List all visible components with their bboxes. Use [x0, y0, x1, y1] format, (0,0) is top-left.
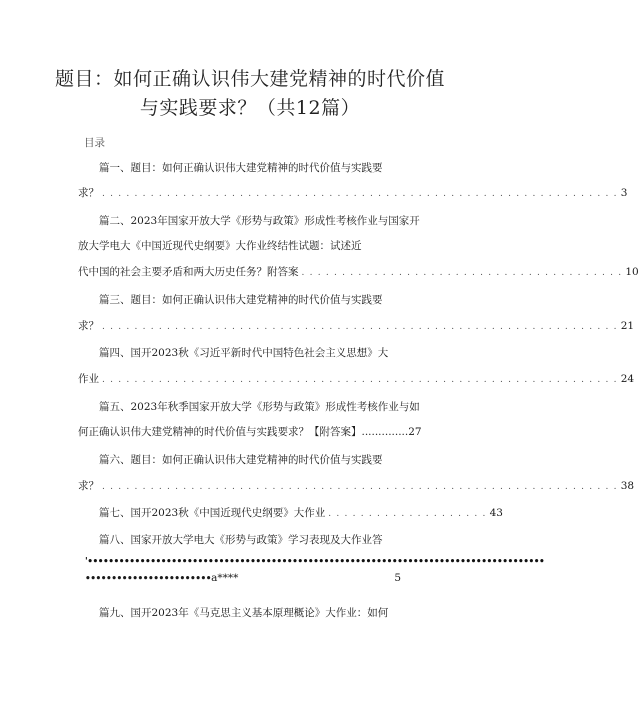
toc-entry-9-line-1[interactable]: 篇九、国开2023年《马克思主义基本原理概论》大作业：如何 — [99, 607, 389, 619]
toc-entry-5-line-2[interactable]: 何正确认识伟大建党精神的时代价值与实践要求？【附答案】..............27 — [78, 426, 422, 438]
toc-entry-2-page: 10 — [625, 266, 639, 278]
toc-entry-6-page: 38 — [620, 480, 635, 492]
document-title-line-1: 题目：如何正确认识伟大建党精神的时代价值 — [54, 68, 445, 90]
toc-entry-7-page: 43 — [489, 507, 503, 519]
leader-dots: . . . . . . . . . . . . . . . . . . . . . . . . . . . . . . . . . . . . . . . . — [301, 268, 623, 278]
toc-entry-1-line-2[interactable] — [78, 185, 628, 200]
leader-dots-row-2: •••••••••••••••••••••••• — [85, 574, 212, 584]
toc-entry-2-line-2[interactable]: 放大学电大《中国近现代史纲要》大作业终结性试题：试述近 — [78, 240, 362, 252]
toc-entry-3-line-2[interactable] — [78, 318, 635, 333]
toc-entry-7[interactable] — [99, 505, 503, 520]
leader-dots: . . . . . . . . . . . . . . . . . . . . . . . . . . . . . . . . . . . . . . . . . . . . . . . . . . . . . . . . . . . . . . . . — [102, 189, 618, 199]
toc-entry-6-line-1[interactable]: 篇六、题目：如何正确认识伟大建党精神的时代价值与实践要 — [99, 454, 383, 466]
toc-entry-8-line-1[interactable]: 篇八、国家开放大学电大《形势与政策》学习表现及大作业答 — [99, 534, 383, 546]
leader-dots: . . . . . . . . . . . . . . . . . . . . — [328, 509, 487, 519]
toc-entry-6-line-2[interactable] — [78, 478, 635, 493]
toc-entry-6-text: 求？ — [78, 480, 99, 492]
toc-entry-3-line-1[interactable]: 篇三、题目：如何正确认识伟大建党精神的时代价值与实践要 — [99, 294, 383, 306]
toc-entry-4-line-1[interactable]: 篇四、国开2023秋《习近平新时代中国特色社会主义思想》大 — [99, 347, 389, 359]
toc-entry-2-line-1[interactable]: 篇二、2023年国家开放大学《形势与政策》形成性考核作业与国家开 — [99, 215, 420, 227]
toc-entry-4-line-2[interactable] — [78, 371, 635, 386]
toc-entry-8-page: 5 — [394, 572, 401, 584]
toc-entry-2-line-3[interactable] — [78, 264, 639, 279]
toc-entry-1-page: 3 — [620, 187, 628, 199]
toc-entry-1-line-1[interactable]: 篇一、题目：如何正确认识伟大建党精神的时代价值与实践要 — [99, 162, 383, 174]
leader-dots: . . . . . . . . . . . . . . . . . . . . . . . . . . . . . . . . . . . . . . . . . . . . . . . . . . . . . . . . . . . . . . . . — [102, 482, 618, 492]
toc-entry-4-page: 24 — [620, 373, 635, 385]
spacer — [241, 574, 391, 584]
toc-entry-7-text: 篇七、国开2023秋《中国近现代史纲要》大作业 — [99, 507, 326, 519]
document-title-line-2: 与实践要求？（共12篇） — [139, 97, 361, 119]
toc-entry-4-text: 作业 — [78, 373, 99, 385]
leader-dots: . . . . . . . . . . . . . . . . . . . . . . . . . . . . . . . . . . . . . . . . . . . . . . . . . . . . . . . . . . . . . . . . — [102, 322, 618, 332]
leader-dots: . . . . . . . . . . . . . . . . . . . . . . . . . . . . . . . . . . . . . . . . . . . . . . . . . . . . . . . . . . . . . . . . — [102, 375, 618, 385]
leader-dots-row-1: '••••••••••••••••••••••••••••••••••••••••••••••••••••••••••••••••••••••••••••••••••••••• — [85, 557, 545, 567]
toc-entry-8-tail: a**** — [211, 572, 239, 584]
toc-entry-5-line-1[interactable]: 篇五、2023年秋季国家开放大学《形势与政策》形成性考核作业与如 — [99, 401, 420, 413]
toc-entry-8-line-2[interactable] — [85, 572, 401, 584]
toc-entry-1-text: 求？ — [78, 187, 99, 199]
toc-entry-3-text: 求？ — [78, 320, 99, 332]
toc-entry-2-text: 代中国的社会主要矛盾和两大历史任务？附答案 — [78, 266, 299, 278]
toc-entry-3-page: 21 — [620, 320, 635, 332]
toc-heading: 目录 — [84, 137, 105, 149]
